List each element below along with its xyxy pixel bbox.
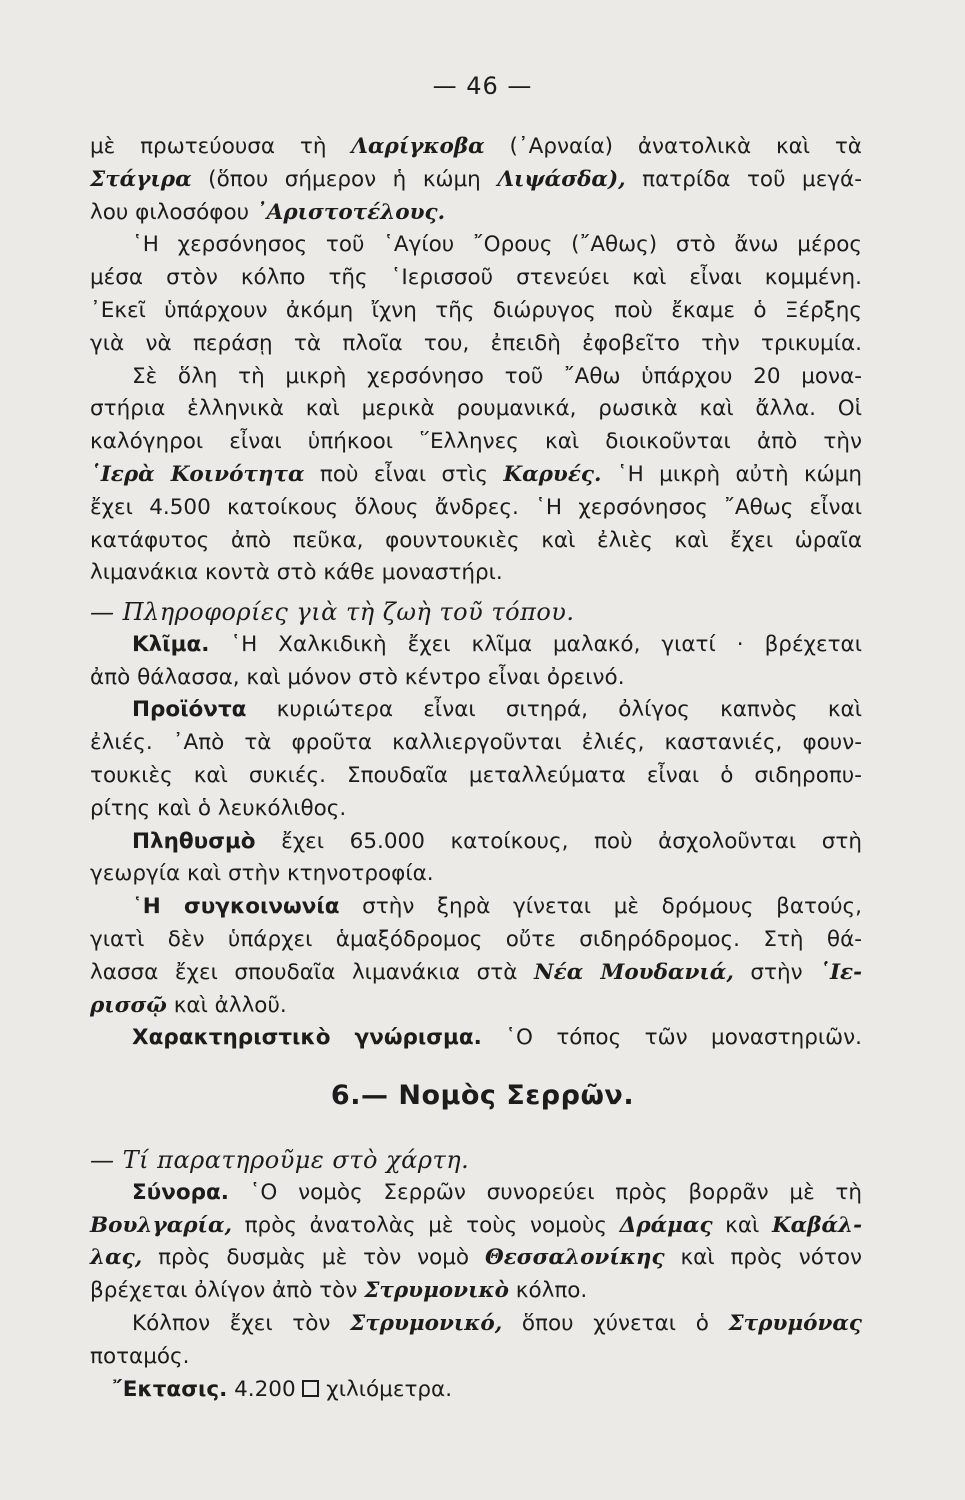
- subheading-info: — Πληροφορίες γιὰ τὴ ζωὴ τοῦ τόπου.: [90, 598, 575, 626]
- text-line: τουκιὲς καὶ συκιές. Σπουδαῖα μεταλλεύματα εἶναι ὁ σιδηροπυ-: [90, 762, 862, 788]
- section-heading: 6.— Νομὸς Σερρῶν.: [330, 1080, 635, 1111]
- text-line: ἐλιές. ᾿Απὸ τὰ φροῦτα καλλιεργοῦνται ἐλιές, καστανιές, φουν-: [90, 730, 862, 756]
- text-line: ποταμός.: [90, 1343, 190, 1369]
- text-line: ἀπὸ θάλασσα, καὶ μόνον στὸ κέντρο εἶναι ὀρεινό.: [90, 664, 625, 690]
- text-line: στήρια ἑλληνικὰ καὶ μερικὰ ρουμανικά, ρωσικὰ καὶ ἄλλα. Οἱ: [90, 396, 862, 422]
- text-line: Πληθυσμὸ ἔχει 65.000 κατοίκους, ποὺ ἀσχολοῦνται στὴ: [132, 828, 862, 854]
- text-line: μὲ πρωτεύουσα τὴ Λαρίγκοβα (᾿Αρναία) ἀνατολικὰ καὶ τὰ: [90, 134, 862, 159]
- text-line: ῎Εκτασις. 4.200 χιλιόμετρα.: [112, 1376, 453, 1402]
- paragraphs-serres: [90, 1144, 862, 1406]
- text-line: λιμανάκια κοντὰ στὸ κάθε μοναστήρι.: [90, 560, 503, 586]
- text-line: καλόγηροι εἶναι ὑπήκοοι ῞Ελληνες καὶ διοικοῦνται ἀπὸ τὴν: [90, 429, 862, 455]
- text-line: γεωργία καὶ στὴν κτηνοτροφία.: [90, 861, 434, 887]
- text-line: Χαρακτηριστικὸ γνώρισμα. ῾Ο τόπος τῶν μοναστηριῶν.: [132, 1025, 863, 1051]
- subheading-map: — Τί παρατηροῦμε στὸ χάρτη.: [90, 1146, 470, 1174]
- text-line: λασσα ἔχει σπουδαῖα λιμανάκια στὰ Νέα Μουδανιά, στὴν ῾Ιε-: [90, 959, 862, 985]
- text-line: Σύνορα. ῾Ο νομὸς Σερρῶν συνορεύει πρὸς βορρᾶν μὲ τὴ: [132, 1179, 862, 1205]
- paragraphs-info: [90, 596, 862, 1055]
- paragraphs-chalkidiki: [90, 131, 862, 590]
- text-line: ᾿Εκεῖ ὑπάρχουν ἀκόμη ἴχνη τῆς διώρυγος ποὺ ἔκαμε ὁ Ξέρξης: [90, 297, 862, 323]
- text-line: ρίτης καὶ ὁ λευκόλιθος.: [90, 795, 347, 821]
- text-line: κατάφυτος ἀπὸ πεῦκα, φουντουκιὲς καὶ ἐλιὲς καὶ ἔχει ὡραῖα: [90, 527, 862, 553]
- square-unit-icon: [302, 1380, 319, 1397]
- text-line: λου φιλοσόφου ᾿Αριστοτέλους.: [90, 199, 446, 225]
- text-line: ῾Η χερσόνησος τοῦ ῾Αγίου ῎Ορους (῎Αθως) στὸ ἄνω μέρος: [132, 232, 862, 258]
- text-line: ῾Η συγκοινωνία στὴν ξηρὰ γίνεται μὲ δρόμους βατούς,: [132, 894, 863, 920]
- text-line: Κόλπον ἔχει τὸν Στρυμονικό, ὅπου χύνεται ὁ Στρυμόνας: [132, 1310, 862, 1336]
- text-line: λας, πρὸς δυσμὰς μὲ τὸν νομὸ Θεσσαλονίκης καὶ πρὸς νότον: [90, 1245, 862, 1271]
- text-line: Στάγιρα (ὅπου σήμερον ἡ κώμη Λιψάσδα), πατρίδα τοῦ μεγά-: [90, 166, 862, 192]
- text-line: γιατὶ δὲν ὑπάρχει ἁμαξόδρομος οὔτε σιδηρόδρομος. Στὴ θά-: [90, 926, 862, 952]
- text-line: Κλῖμα. ῾Η Χαλκιδικὴ ἔχει κλῖμα μαλακό, γιατί · βρέχεται: [132, 631, 862, 657]
- text-line: ρισσῷ καὶ ἀλλοῦ.: [90, 992, 287, 1018]
- text-line: Προϊόντα κυριώτερα εἶναι σιτηρά, ὀλίγος καπνὸς καὶ: [132, 697, 862, 723]
- text-line: μέσα στὸν κόλπο τῆς ῾Ιερισσοῦ στενεύει καὶ εἶναι κομμένη.: [90, 265, 862, 291]
- page-number: — 46 —: [432, 72, 533, 100]
- text-line: ῾Ιερὰ Κοινότητα ποὺ εἶναι στὶς Καρυές. ῾Η μικρὴ αὐτὴ κώμη: [90, 461, 862, 487]
- text-line: βρέχεται ὀλίγον ἀπὸ τὸν Στρυμονικὸ κόλπο.: [90, 1278, 588, 1304]
- text-line: γιὰ νὰ περάσῃ τὰ πλοῖα του, ἐπειδὴ ἐφοβεῖτο τὴν τρικυμία.: [90, 330, 862, 356]
- text-line: Σὲ ὅλη τὴ μικρὴ χερσόνησο τοῦ ῎Αθω ὑπάρχου 20 μονα-: [132, 363, 862, 389]
- text-line: ἔχει 4.500 κατοίκους ὅλους ἄνδρες. ῾Η χερσόνησος ῎Αθως εἶναι: [90, 494, 862, 520]
- text-line: Βουλγαρία, πρὸς ἀνατολὰς μὲ τοὺς νομοὺς Δράμας καὶ Καβάλ-: [90, 1212, 862, 1238]
